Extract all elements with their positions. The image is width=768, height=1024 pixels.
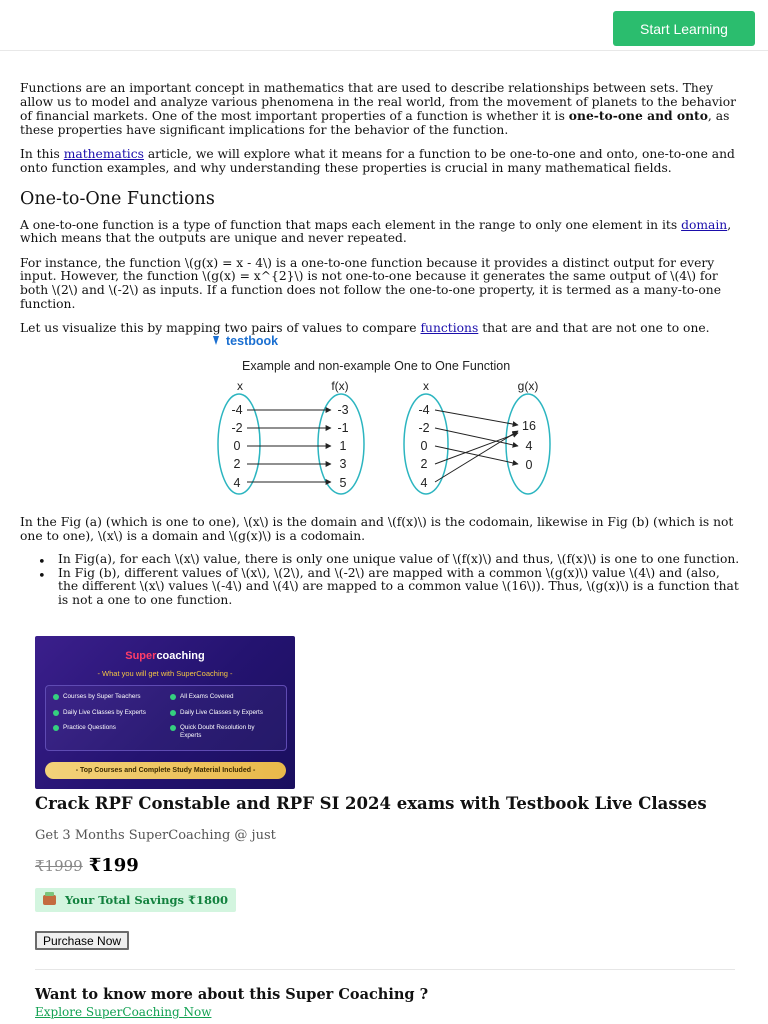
- testbook-logo: [213, 334, 278, 348]
- right-domain-value: 0: [420, 439, 428, 453]
- arrow-b1: [435, 410, 518, 425]
- bullet-item: • In Fig (b), different values of \(x\), \(2\), and \(-2\) are mapped with a common \(g(x)\) value \(4\) and (also, the different \(x\) values \(-4\) and \(4\) are mapped to a common value \(16\)). Thus, \(g(x)\) is a function that is not a one to one function.: [58, 567, 742, 608]
- feature-label: Practice Questions: [63, 724, 116, 731]
- right-domain-value: 4: [420, 476, 428, 490]
- start-learning-button[interactable]: Start Learning: [613, 11, 755, 46]
- visualize-text: Let us visualize this by mapping two pairs of values to compare: [20, 321, 421, 336]
- more-info-title: Want to know more about this Super Coaching ?: [35, 986, 429, 1003]
- figure-explanation: [20, 516, 742, 608]
- right-codomain-value: 0: [525, 458, 533, 472]
- intro-paragraph: [20, 82, 742, 137]
- feature-item: [53, 724, 116, 732]
- feature-label: Daily Live Classes by Experts: [180, 709, 263, 716]
- feature-label: All Exams Covered: [180, 693, 234, 700]
- bullet-item: • In Fig(a), for each \(x\) value, there is only one unique value of \(f(x)\) and thus, \(f(x)\) is one to one function.: [58, 553, 742, 567]
- intro-text: Functions are an important concept in mathematics that are used to describe relationships between sets. They allow us to model and analyze various phenomena in the real world, from the movement of planets to the behavior of financial markets. One of the most important properties of a function is whether it is: [20, 81, 736, 124]
- explanation-list: [20, 553, 742, 607]
- supercoaching-banner[interactable]: [35, 636, 295, 789]
- mathematics-link[interactable]: mathematics: [63, 147, 144, 162]
- intro-text-end: , as these properties have significant implications for the behavior of the function.: [20, 109, 730, 137]
- section-heading: One-to-One Functions: [20, 188, 215, 209]
- promo-section: [35, 793, 735, 950]
- left-codomain-value: 3: [339, 457, 347, 471]
- promo-subtitle: Get 3 Months SuperCoaching @ just: [35, 828, 276, 843]
- left-domain-value: -4: [231, 403, 243, 417]
- mapping-diagram: [200, 330, 560, 500]
- right-codomain-value: 4: [525, 439, 533, 453]
- left-codomain-value: -3: [337, 403, 349, 417]
- intro2-text: In this: [20, 147, 64, 162]
- logo-rest: coaching: [156, 650, 205, 662]
- purchase-button[interactable]: Purchase Now: [35, 931, 129, 950]
- wallet-icon: [43, 895, 56, 905]
- right-domain-value: -2: [418, 421, 430, 435]
- supercoaching-logo: [35, 650, 295, 662]
- def-text-end: , which means that the outputs are unique and never repeated.: [20, 217, 732, 246]
- right-domain-label: x: [423, 379, 429, 393]
- check-icon: [53, 725, 59, 731]
- feature-label: Quick Doubt Resolution by Experts: [180, 724, 255, 739]
- study-material-pill: - Top Courses and Complete Study Material Included -: [45, 762, 286, 779]
- check-icon: [170, 725, 176, 731]
- definition-paragraph: [20, 219, 742, 246]
- right-domain-value: -4: [418, 403, 430, 417]
- feature-label: Courses by Super Teachers: [63, 693, 141, 700]
- original-price: ₹1999: [35, 857, 83, 875]
- section-divider: [35, 969, 735, 970]
- check-icon: [53, 710, 59, 716]
- explore-supercoaching-link[interactable]: Explore SuperCoaching Now: [35, 1005, 212, 1019]
- feature-label: Daily Live Classes by Experts: [63, 709, 146, 716]
- savings-badge: [35, 888, 236, 912]
- figure-brand: testbook: [226, 334, 279, 348]
- mapping-figure: [200, 330, 560, 500]
- left-arrows: [247, 410, 331, 482]
- top-bar: [0, 0, 768, 51]
- left-domain-value: -2: [231, 421, 243, 435]
- figure-title: Example and non-example One to One Function: [242, 359, 511, 373]
- left-codomain-value: -1: [337, 421, 349, 435]
- figure-caption: In the Fig (a) (which is one to one), \(x\) is the domain and \(f(x)\) is the codomain, likewise in Fig (b) (which is not one to one), \(x\) is a domain and \(g(x)\) is a codomain.: [20, 515, 734, 543]
- right-codomain-label: g(x): [517, 379, 539, 393]
- feature-item: [170, 693, 234, 701]
- right-codomain-value: 16: [522, 419, 536, 433]
- check-icon: [170, 710, 176, 716]
- intro-paragraph-2: [20, 148, 742, 175]
- feature-item: [170, 724, 270, 740]
- price-block: [35, 855, 735, 876]
- check-icon: [170, 694, 176, 700]
- left-codomain-value: 5: [339, 476, 347, 490]
- banner-subtitle: - What you will get with SuperCoaching -: [97, 669, 233, 678]
- discounted-price: ₹199: [88, 855, 139, 876]
- feature-item: [170, 709, 263, 717]
- domain-link[interactable]: domain: [681, 217, 728, 232]
- intro2-text-end: article, we will explore what it means for a function to be one-to-one and onto, one-to-one and onto function examples, and why understanding these properties is crucial in many mathematical fields.: [20, 147, 735, 175]
- visualize-text-end: that are and that are not one to one.: [478, 321, 710, 336]
- right-domain-value: 2: [420, 457, 428, 471]
- feature-item: [53, 693, 141, 701]
- logo-super: Super: [125, 650, 157, 662]
- left-codomain-value: 1: [339, 439, 347, 453]
- article-body: [20, 82, 742, 347]
- left-domain-value: 2: [233, 457, 241, 471]
- testbook-logo-icon: [213, 336, 219, 345]
- instance-paragraph: For instance, the function \(g(x) = x - 4\) is a one-to-one function because it provides a distinct output for every input. However, the function \(g(x) = x^{2}\) is not one-to-one because it generates the same output of \(4\) for both \(2\) and \(-2\) as inputs. If a function does not follow the one-to-one property, it is termed as a many-to-one function.: [20, 255, 721, 311]
- functions-link[interactable]: functions: [420, 321, 479, 336]
- left-codomain-label: f(x): [331, 379, 349, 393]
- def-text: A one-to-one function is a type of function that maps each element in the range to only one element in its: [20, 217, 682, 232]
- left-domain-label: x: [237, 379, 243, 393]
- promo-title: Crack RPF Constable and RPF SI 2024 exams with Testbook Live Classes: [35, 794, 707, 813]
- feature-item: [53, 709, 146, 717]
- savings-label: Your Total Savings ₹1800: [65, 893, 229, 907]
- left-domain-value: 4: [233, 476, 241, 490]
- check-icon: [53, 694, 59, 700]
- left-domain-value: 0: [233, 439, 241, 453]
- intro-bold: one-to-one and onto: [568, 108, 708, 124]
- features-box: [45, 685, 287, 751]
